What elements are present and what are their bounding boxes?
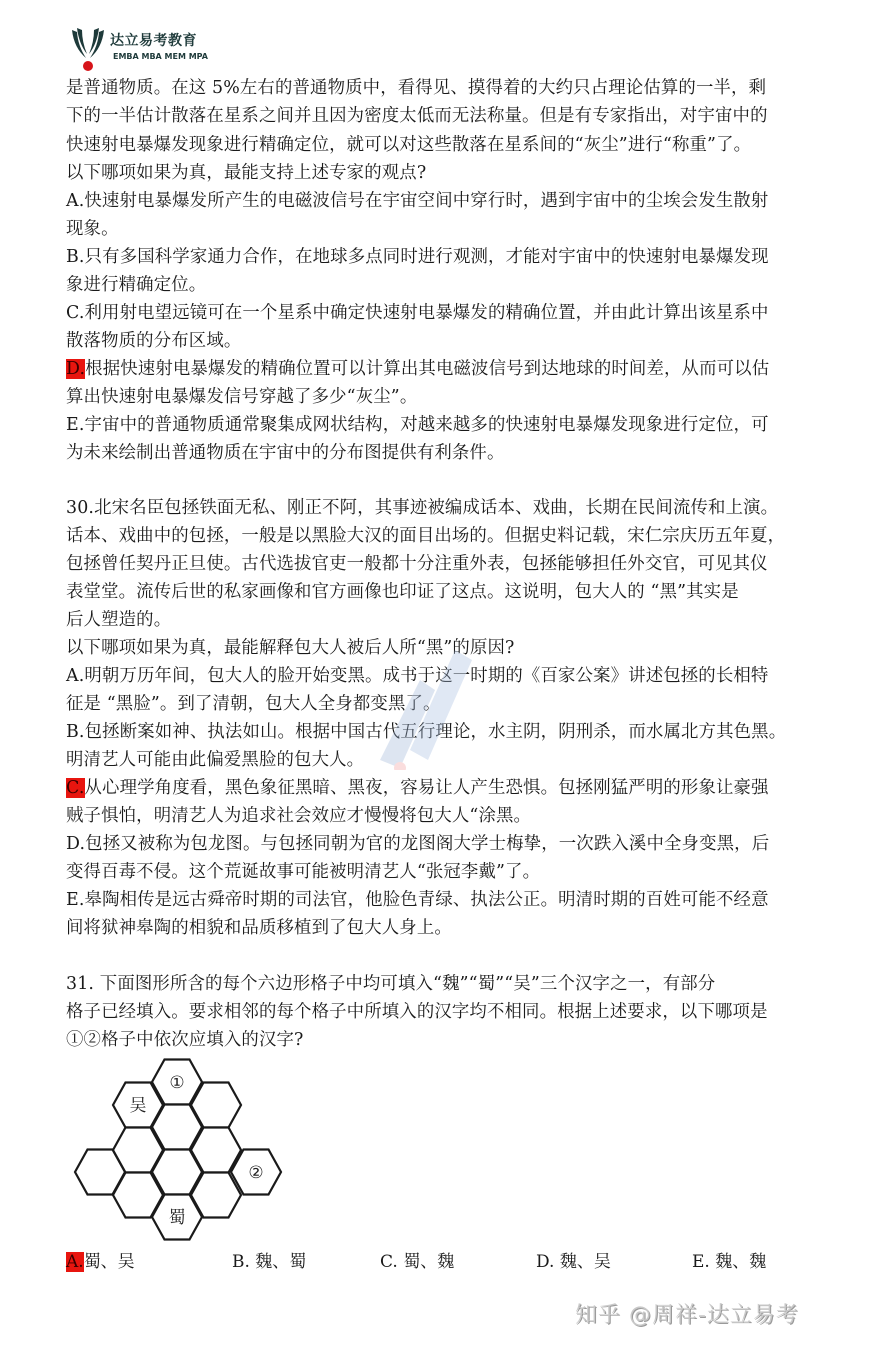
q30-option-a-cont: 征是 “黑脸”。到了清朝，包大人全身都变黑了。	[66, 694, 441, 714]
q30-option-b: B.包拯断案如神、执法如山。根据中国古代五行理论，水主阴，阴刑杀，而水属北方其色黑。	[66, 722, 787, 742]
q29-option-c-cont: 散落物质的分布区域。	[66, 331, 242, 351]
q29-stem-line: 下的一半估计散落在星系之间并且因为密度太低而无法称量。但是有专家指出，对宇宙中的	[66, 106, 768, 126]
q30-option-a: A.明朝万历年间，包大人的脸开始变黑。成书于这一时期的《百家公案》讲述包拯的长相特	[66, 666, 769, 686]
q30-question-line: 以下哪项如果为真，最能解释包大人被后人所“黑”的原因?	[66, 638, 515, 658]
zhihu-watermark: 知乎 @周祥-达立易考	[575, 1303, 799, 1328]
q30-option-d-cont: 变得百毒不侵。这个荒诞故事可能被明清艺人“张冠李戴”了。	[66, 862, 541, 882]
q31-stem-line: 31. 下面图形所含的每个六边形格子中均可填入“魏”“蜀”“吴”三个汉字之一，有部分	[66, 974, 716, 994]
q30-stem-line: 表堂堂。流传后世的私家画像和官方画像也印证了这点。这说明，包大人的 “黑”其实是	[66, 582, 739, 602]
q29-stem-line: 以下哪项如果为真，最能支持上述专家的观点?	[66, 163, 427, 183]
q29-option-d-cont: 算出快速射电暴爆发信号穿越了多少“灰尘”。	[66, 387, 418, 407]
q31-option-c: C. 蜀、魏	[380, 1252, 455, 1272]
hex-cell	[191, 1083, 241, 1128]
q29-option-a: A.快速射电暴爆发所产生的电磁波信号在宇宙空间中穿行时，遇到宇宙中的尘埃会发生散射	[66, 191, 769, 211]
q31-stem-line: 格子已经填入。要求相邻的每个格子中所填入的汉字均不相同。根据上述要求，以下哪项是	[66, 1002, 768, 1022]
logo-subtitle: EMBA MBA MEM MPA	[113, 52, 208, 61]
wing-logo-icon	[68, 24, 108, 74]
q30-option-d: D.包拯又被称为包龙图。与包拯同朝为官的龙图阁大学士梅挚，一次跌入溪中全身变黑，后	[66, 834, 770, 854]
q30-stem-line: 话本、戏曲中的包拯，一般是以黑脸大汉的面目出场的。但据史料记载，宋仁宗庆历五年夏，	[66, 526, 786, 546]
q31-stem-line: ①②格子中依次应填入的汉字?	[66, 1030, 304, 1050]
q30-option-c-cont: 贼子惧怕，明清艺人为追求社会效应才慢慢将包大人“涂黑。	[66, 806, 532, 826]
hex-label-1: ①	[169, 1073, 185, 1093]
answer-highlight: C.	[66, 778, 85, 798]
q29-option-d: D.根据快速射电暴爆发的精确位置可以计算出其电磁波信号到达地球的时间差，从而可以估	[66, 359, 770, 379]
q31-option-d: D. 魏、吴	[536, 1252, 611, 1272]
q31-option-b: B. 魏、蜀	[232, 1252, 307, 1272]
q29-stem-line: 快速射电暴爆发现象进行精确定位，就可以对这些散落在星系间的“灰尘”进行“称重”了。	[66, 135, 752, 155]
hex-label-wu: 吴	[129, 1096, 147, 1116]
q29-option-a-cont: 现象。	[66, 219, 119, 239]
q29-option-b: B.只有多国科学家通力合作，在地球多点同时进行观测，才能对宇宙中的快速射电暴爆发现	[66, 247, 769, 267]
q30-stem-line: 30.北宋名臣包拯铁面无私、刚正不阿，其事迹被编成话本、戏曲，长期在民间流传和上演。	[66, 498, 779, 518]
hexagon-grid-figure	[66, 1050, 296, 1250]
q30-option-b-cont: 明清艺人可能由此偏爱黑脸的包大人。	[66, 750, 365, 770]
q29-stem-line: 是普通物质。在这 5%左右的普通物质中，看得见、摸得着的大约只占理论估算的一半，剩	[66, 78, 767, 98]
q31-option-a: A.蜀、吴	[66, 1252, 135, 1272]
q29-option-e: E.宇宙中的普通物质通常聚集成网状结构，对越来越多的快速射电暴爆发现象进行定位，可	[66, 415, 769, 435]
q31-options	[66, 1249, 826, 1275]
q31-option-e: E. 魏、魏	[692, 1252, 767, 1272]
q29-option-e-cont: 为未来绘制出普通物质在宇宙中的分布图提供有利条件。	[66, 443, 505, 463]
q30-option-e-cont: 间将狱神皋陶的相貌和品质移植到了包大人身上。	[66, 918, 452, 938]
q30-option-c: C.从心理学角度看，黑色象征黑暗、黑夜，容易让人产生恐惧。包拯刚猛严明的形象让豪强	[66, 778, 769, 798]
q30-stem-line: 包拯曾任契丹正旦使。古代选拔官吏一般都十分注重外表，包拯能够担任外交官，可见其仪	[66, 554, 768, 574]
brand-logo	[68, 24, 228, 74]
hex-cell	[191, 1173, 241, 1218]
logo-title: 达立易考教育	[110, 33, 197, 49]
q29-option-b-cont: 象进行精确定位。	[66, 275, 207, 295]
q30-stem-line: 后人塑造的。	[66, 610, 172, 630]
q30-option-e: E.皋陶相传是远古舜帝时期的司法官，他脸色青绿、执法公正。明清时期的百姓可能不经意	[66, 890, 769, 910]
hex-label-shu: 蜀	[168, 1208, 186, 1228]
answer-highlight: A.	[66, 1252, 84, 1272]
hex-label-2: ②	[248, 1163, 264, 1183]
answer-highlight: D.	[66, 359, 86, 379]
q29-option-c: C.利用射电望远镜可在一个星系中确定快速射电暴爆发的精确位置，并由此计算出该星系中	[66, 303, 769, 323]
